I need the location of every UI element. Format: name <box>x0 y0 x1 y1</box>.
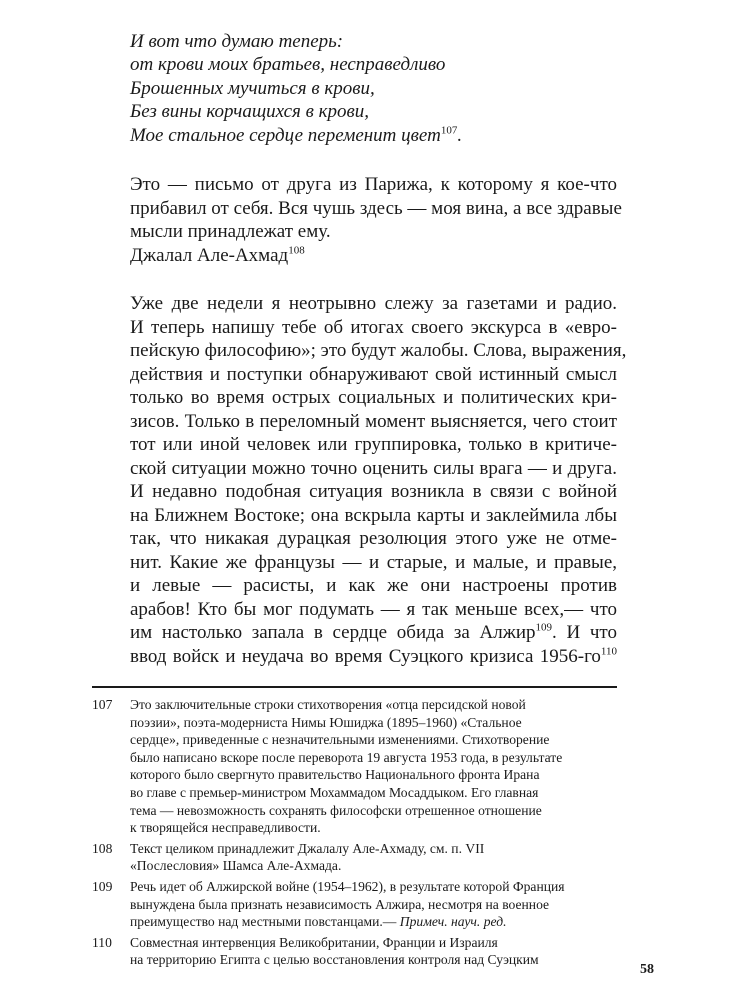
page-content <box>92 30 627 972</box>
poem-line: Мое стальное сердце переменит цвет$^{107}$. <box>130 124 463 146</box>
footnote-ref[interactable]: 109 <box>535 621 553 634</box>
text-line: зисов. Только в переломный момент выясняется, чего стоит <box>130 410 617 432</box>
text-line: только во время острых социальных и политических кри- <box>130 387 617 409</box>
footnote-ref[interactable]: 108 <box>288 244 305 257</box>
poem-epigraph <box>130 30 617 147</box>
footnote-text: Текст целиком принадлежит Джалалу Але-Ахмаду, см. п. VII «Послесловия» Шамса Але-Ахмада. <box>130 840 485 874</box>
footnote-number: 110 <box>92 934 112 950</box>
text-line: на Ближнем Востоке; она вскрыла карты и заклеймила лбы <box>130 504 617 526</box>
text-line: ской ситуации можно точно оценить силы врага — и друга. <box>130 457 617 479</box>
footnote-107 <box>92 696 617 837</box>
text-line: И недавно подобная ситуация возникла в связи с войной <box>130 481 617 503</box>
poem-line: от крови моих братьев, несправедливо <box>130 54 446 76</box>
footnote-text: Это заключительные строки стихотворения «отца персидской новой поэзии», поэта-модерниста Нимы Юшиджа (1895–1960) «Стальное сердце», приведенные с незначительными изменениями. Стихотворение было написано вскоре после переворота 19 августа 1953 года, в результате которого было свергнуто правительство Национального фронта Ирана во главе с премьер-министром Мохаммадом Мосаддыком. Его главная тема — невозможность сохранять философски отрешенное отношение к творящейся несправедливости. <box>130 697 563 836</box>
footnote-number: 108 <box>92 840 113 856</box>
footnote-text: Речь идет об Алжирской войне (1954–1962), в результате которой Франция вынуждена была признать независимость Алжира, несмотря на военное преимущество над местными повстанцами.— Примеч. науч. ред. <box>130 878 565 930</box>
poem-line: Без вины корчащихся в крови, <box>130 101 370 123</box>
text-line: ввод войск и неудача во время Суэцкого кризиса $1956-го^{110}$ <box>130 645 617 667</box>
poem-line: И вот что думаю теперь: <box>130 31 344 52</box>
footnote-108 <box>92 840 617 875</box>
text-line: арабов! Кто бы мог подумать — я так меньше всех,— что <box>130 598 617 620</box>
letter-paragraph <box>130 173 622 267</box>
poem-line: Брошенных мучиться в крови, <box>130 77 375 99</box>
footnote-ref[interactable]: 110 <box>600 645 617 658</box>
footnote-number: 107 <box>92 697 113 713</box>
text-line: тот или иной человек или группировка, только в критиче- <box>130 434 617 456</box>
text-line: пейскую философию»; это будут жалобы. Слова, выражения, <box>130 340 627 362</box>
footnote-text: Совместная интервенция Великобритании, Франции и Израиля на территорию Египта с целью восстановления контроля над Суэцким <box>130 934 539 968</box>
footnotes <box>92 696 617 969</box>
text-line: Уже две недели я неотрывно слежу за газетами и радио. <box>130 293 617 315</box>
text-line: И теперь напишу тебе об итогах своего экскурса в «евро- <box>130 316 617 338</box>
text-line: мысли принадлежат ему. <box>130 221 331 243</box>
main-paragraph <box>130 292 627 668</box>
text-line: прибавил от себя. Вся чушь здесь — моя вина, а все здравые <box>130 197 622 219</box>
text-line: так, что никакая дурацкая резолюция этого уже не отме- <box>130 528 617 550</box>
signature: Джалал Але-Ахмад$^{108}$ <box>130 244 305 266</box>
text-line: и левые — расисты, и как же они настроены против <box>130 575 617 597</box>
text-line: Это — письмо от друга из Парижа, к которому я кое-что <box>130 174 617 196</box>
page-number: 58 <box>640 962 654 977</box>
text-line: им настолько запала в сердце обида за Алжир$^{109}$. И что <box>130 621 617 644</box>
text-line: нит. Какие же французы — и старые, и малые, и правые, <box>130 551 617 573</box>
footnote-110 <box>92 934 617 969</box>
footnote-divider <box>92 686 617 688</box>
footnote-ref[interactable]: 107 <box>440 124 458 137</box>
footnote-109 <box>92 878 617 931</box>
footnote-number: 109 <box>92 878 113 894</box>
text-line: действия и поступки обнаруживают свой истинный смысл <box>130 363 617 385</box>
